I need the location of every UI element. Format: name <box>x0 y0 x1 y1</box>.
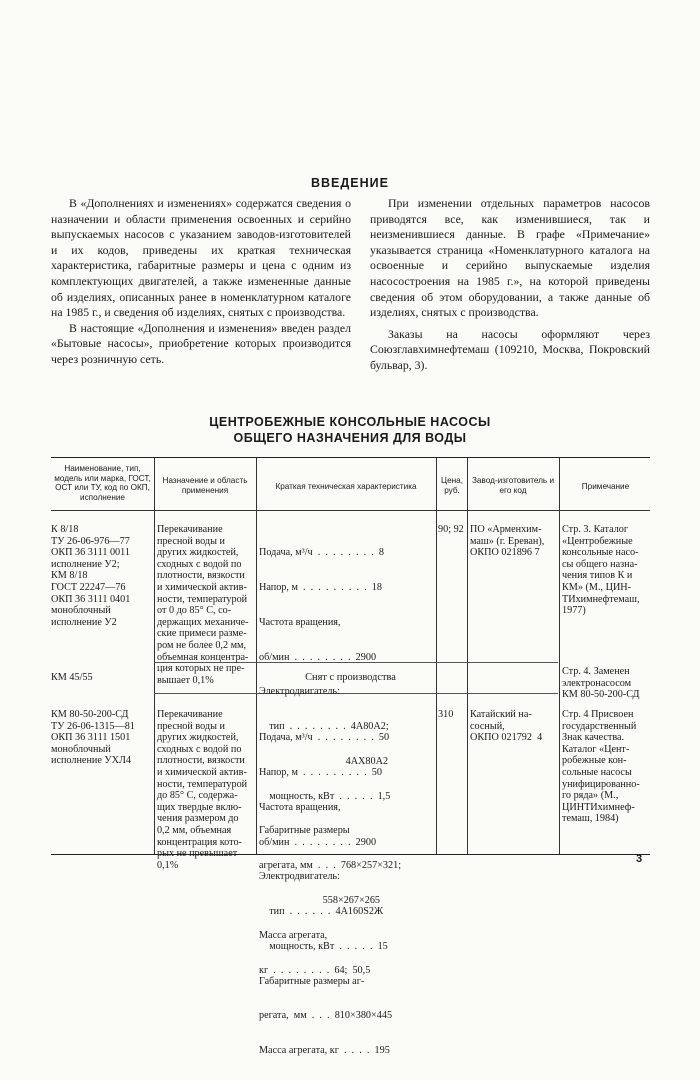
spec-line: Электродвигатель: <box>259 686 340 698</box>
row3-spec <box>259 709 435 1080</box>
header-note: Примечание <box>581 482 630 491</box>
table-title-line: ОБЩЕГО НАЗНАЧЕНИЯ ДЛЯ ВОДЫ <box>233 431 467 445</box>
row2-model: КМ 45/55 <box>51 672 93 683</box>
row3-price: 310 <box>438 709 454 720</box>
spec-line: мощность, кВт . . . . . 1,5 <box>259 790 391 802</box>
spec-line: Частота вращения, <box>259 616 341 628</box>
intro-paragraph: Заказы на насосы оформляют через Союзглавхимнефтемаш (109210, Москва, Покровский бульвар, 3). <box>370 326 650 372</box>
spec-line: Подача, м³/ч . . . . . . . . 8 <box>259 547 384 559</box>
introduction-title: ВВЕДЕНИЕ <box>311 176 389 190</box>
spec-line: мощность, кВт . . . . . 15 <box>259 940 388 952</box>
spec-line: тип . . . . . . 4А160S2Ж <box>259 906 384 918</box>
intro-paragraph: При изменении отдельных параметров насосов приводятся все, как изменившиеся, так и неизменившиеся данные. В графе «Примечание» указывается страница «Номенклатурного каталога на освоенные и серийно выпускаемые изделия насосостроения на 1985 г.», на которой приведены сведения об этом оборудовании, а также данные об изделиях, снятых с производства. <box>370 196 650 320</box>
spec-line: тип . . . . . . . . 4А80А2; <box>259 721 389 733</box>
spec-line: агрегата, мм . . . 768×257×321; <box>259 860 402 872</box>
table-title-line: ЦЕНТРОБЕЖНЫЕ КОНСОЛЬНЫЕ НАСОСЫ <box>209 415 491 429</box>
spec-line: 4АХ80А2 <box>259 755 389 767</box>
spec-line: 558×267×265 <box>259 895 381 906</box>
intro-paragraph: В настоящие «Дополнения и изменения» введен раздел «Бытовые насосы», приобретение которых производится через розничную сеть. <box>51 320 351 366</box>
spec-line: регата, мм . . . 810×380×445 <box>259 1010 393 1022</box>
row3-model: КМ 80-50-200-СД ТУ 26-06-1315—81 ОКП 36 3111 1501 моноблочный исполнение УХЛ4 <box>51 709 135 767</box>
spec-line: Масса агрегата, кг . . . . 195 <box>259 1045 390 1057</box>
row3-maker: Катайский на- сосный, ОКПО 021792 4 <box>470 709 543 744</box>
intro-paragraph: В «Дополнениях и изменениях» содержатся сведения о назначении и области применения освоенных и серийно выпускаемых насосов с указанием заводов-изготовителей и их кодов, приведены их краткая техническая характеристика, габаритные размеры и цена с одним из комплектующих двигателей, а также измененные данные об изделиях, описанных ранее в номенклатурном каталоге на 1985 г., и сведения об изделиях, снятых с производства. <box>51 196 351 320</box>
spec-line: Напор, м . . . . . . . . . 50 <box>259 766 382 778</box>
spec-line: Электродвигатель: <box>259 871 340 883</box>
spec-line: Габаритные размеры аг- <box>259 975 365 987</box>
spec-line: Подача, м³/ч . . . . . . . . 50 <box>259 732 390 744</box>
intro-left-column <box>51 196 351 368</box>
header-price: Цена, руб. <box>441 476 463 495</box>
header-purpose: Назначение и область применения <box>162 476 248 495</box>
table-title <box>0 414 700 446</box>
spec-line: об/мин . . . . . . . . 2900 <box>259 836 377 848</box>
spec-line: Частота вращения, <box>259 801 341 813</box>
row1-maker: ПО «Арменхим- маш» (г. Ереван), ОКПО 021896 7 <box>470 524 545 559</box>
spec-line: Масса агрегата, <box>259 929 328 941</box>
spec-line: Напор, м . . . . . . . . . 18 <box>259 581 382 593</box>
intro-right-column <box>370 196 650 374</box>
pump-table <box>51 457 650 1057</box>
row1-note: Стр. 3. Каталог «Центробежные консольные насо- сы общего назна- чения типов К и КМ» (М., ЦИН- ТИхимнефтемаш, 1977) <box>562 524 640 617</box>
row3-note: Стр. 4 Присвоен государственный Знак качества. Каталог «Цент- робежные кон- сольные насосы унифицированно- го ряда» (М., ЦИНТИхимнеф- темаш, 1984) <box>562 709 640 825</box>
header-maker: Завод-изготовитель и его код <box>471 476 555 495</box>
spec-line: об/мин . . . . . . . . 2900 <box>259 651 377 663</box>
row2-status: Снят с производства <box>305 672 396 683</box>
row3-purpose: Перекачивание пресной воды и других жидкостей, сходных с водой по плотности, вязкости и химической актив- ности, температурой до 85° С, содержа- щих твердые вклю- чения размером до 0,2 мм, объемная концентрация кото- рых не превышает 0,1% <box>157 709 248 871</box>
header-model: Наименование, тип, модель или марка, ГОСТ, ОСТ или ТУ, код по ОКП, исполнение <box>54 464 151 502</box>
page-number: 3 <box>636 853 643 865</box>
spec-line: Габаритные размеры <box>259 825 350 837</box>
spec-line: кг . . . . . . . . 64; 50,5 <box>259 964 371 976</box>
row1-purpose: Перекачивание пресной воды и других жидкостей, сходных с водой по плотности, вязкости и химической актив- ности, температурой от 0 до 85° С, со- держащих механиче- ские примеси разме- ром не более 0,2 мм, объемная концентра- ция которых не пре- вышает 0,1% <box>157 524 249 686</box>
row2-note: Стр. 4. Заменен электронасосом КМ 80-50-200-СД <box>562 666 640 701</box>
row1-model: К 8/18 ТУ 26-06-976—77 ОКП 36 3111 0011 исполнение У2; КМ 8/18 ГОСТ 22247—76 ОКП 36 3111 0401 моноблочный исполнение У2 <box>51 524 131 628</box>
row1-price: 90; 92 <box>438 524 464 535</box>
header-spec: Краткая техническая характеристика <box>275 482 417 491</box>
